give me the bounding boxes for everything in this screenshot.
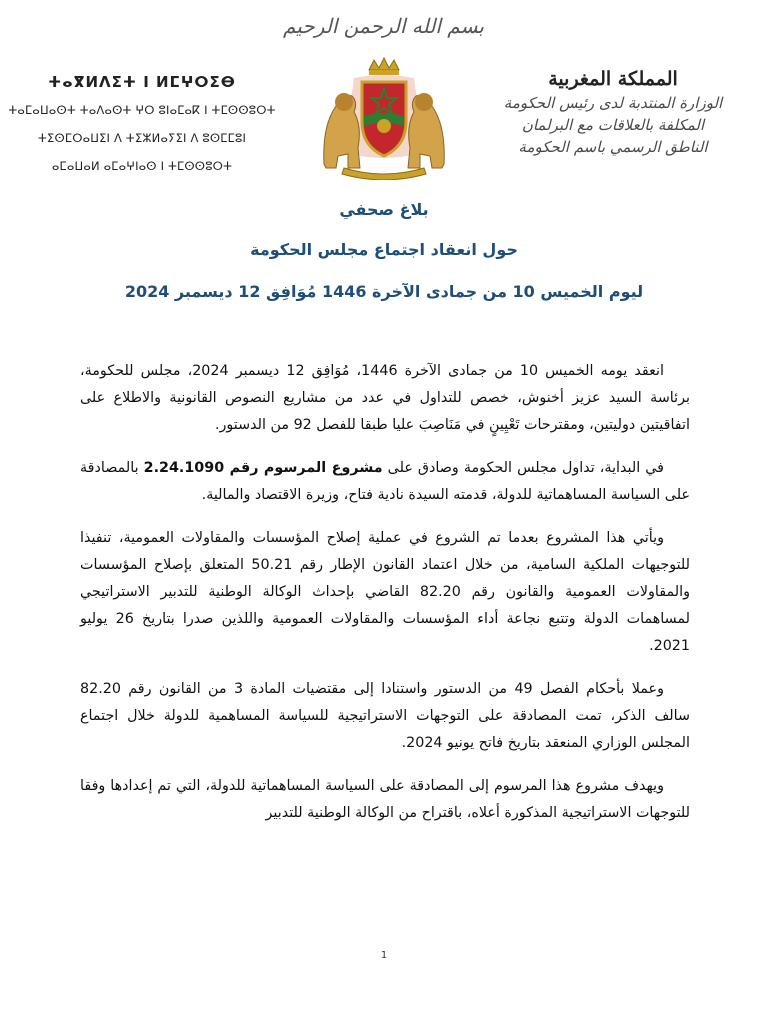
arabic-letterhead <box>468 66 758 158</box>
tifinagh-line-4: ⴰⵎⴰⵡⴰⵍ ⴰⵎⴰⵖⵏⴰⵙ ⵏ ⵜⵎⵙⵙⵓⵔⵜ <box>51 159 233 173</box>
decree-number-bold: مشروع المرسوم رقم 2.24.1090 <box>143 460 383 476</box>
tifinagh-letterhead <box>8 68 276 180</box>
ministry-line-3: الناطق الرسمي باسم الحكومة <box>518 138 708 156</box>
document-titles <box>40 200 728 302</box>
paragraph-2-end: بالمصادقة على السياسة المساهماتية للدولة، قدمته السيدة نادية فتاح، وزيرة الاقتصاد والمالية. <box>80 460 690 503</box>
tifinagh-line-2: ⵜⴰⵎⴰⵡⴰⵙⵜ ⵜⴰⴷⴰⵙⵜ ⵖⵔ ⵓⵏⴰⵎⴰⴽ ⵏ ⵜⵎⵙⵙⵓⵔⵜ <box>8 103 276 117</box>
tifinagh-line-1: ⵜⴰⴳⵍⴷⵉⵜ ⵏ ⵍⵎⵖⵔⵉⴱ <box>48 73 236 91</box>
ministry-line-1: الوزارة المنتدبة لدى رئيس الحكومة <box>503 94 723 112</box>
paragraph-5: ويهدف مشروع هذا المرسوم إلى المصادقة على السياسة المساهماتية للدولة، التي تم إعدادها وفقا للتوجهات الاستراتيجية المذكورة أعلاه، باقتراح من الوكالة الوطنية للتدبير <box>80 778 690 821</box>
document-date-line: ليوم الخميس 10 من جمادى الآخرة 1446 مُوَافِق 12 ديسمبر 2024 <box>124 282 644 301</box>
paragraph-2-start: في البداية، تداول مجلس الحكومة وصادق على <box>382 460 664 476</box>
page-number: 1 <box>380 950 388 961</box>
document-body <box>80 358 690 843</box>
paragraph-3: ويأتي هذا المشروع بعدما تم الشروع في عملية إصلاح المؤسسات والمقاولات العمومية، تنفيذا للتوجيهات الملكية السامية، من خلال اعتماد القانون الإطار رقم 50.21 المتعلق بإصلاح المؤسسات والمقاولات العمومية والقانون رقم 82.20 القاضي بإحداث الوكالة الوطنية للتدبير الاستراتيجي لمساهمات الدولة وتتبع نجاعة أداء المؤسسات والمقاولات العمومية واللذين صدرا بتاريخ 26 يوليو 2021. <box>80 530 691 654</box>
paragraph-1: انعقد يومه الخميس 10 من جمادى الآخرة 1446، مُوَافِق 12 ديسمبر 2024، مجلس للحكومة، برئاسة السيد عزيز أخنوش، خصص للتداول في عدد من مشاريع النصوص القانونية والاطلاع على اتفاقيتين دوليتين، ومقترحات تَعْيِينٍ في مَنَاصِبَ عليا طبقا للفصل 92 من الدستور. <box>80 363 690 433</box>
tifinagh-line-3: ⵜⵉⵙⵎⵔⴰⵡⵉⵏ ⴷ ⵜⵉⵣⵍⴰⵢⵉⵏ ⴷ ⵓⵙⵎⵎⵓⵏ <box>37 131 247 145</box>
document-title: بلاغ صحفي <box>339 200 429 219</box>
paragraph-2 <box>80 455 690 509</box>
basmala-calligraphy: بسم الله الرحمن الرحيم <box>282 14 484 38</box>
coat-of-arms-emblem <box>314 56 454 180</box>
ministry-line-2: المكلفة بالعلاقات مع البرلمان <box>521 116 705 134</box>
kingdom-name: المملكة المغربية <box>548 68 678 90</box>
document-subtitle: حول انعقاد اجتماع مجلس الحكومة <box>250 240 518 259</box>
paragraph-4: وعملا بأحكام الفصل 49 من الدستور واستنادا إلى مقتضيات المادة 3 من القانون رقم 82.20 سالف الذكر، تمت المصادقة على التوجهات الاستراتيجية للسياسة المساهمية للدولة خلال اجتماع المجلس الوزاري المنعقد بتاريخ فاتح يونيو 2024. <box>80 681 690 751</box>
